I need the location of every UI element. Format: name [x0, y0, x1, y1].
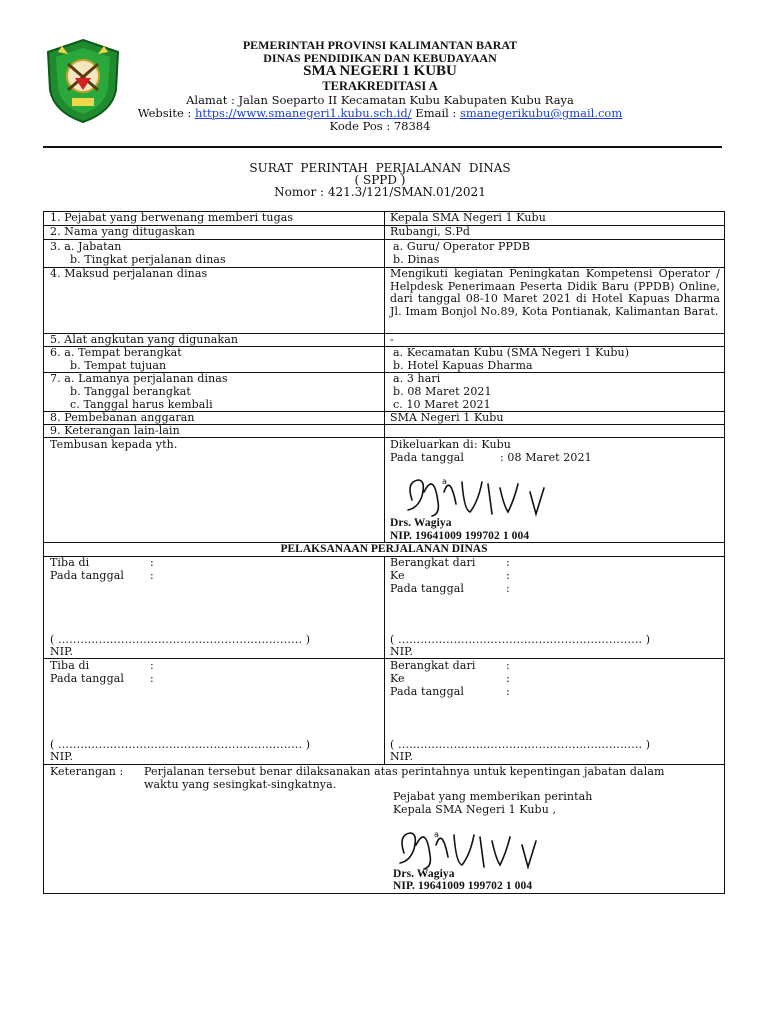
b2-tanggal-colon: :: [150, 672, 154, 685]
svg-text:a: a: [434, 830, 439, 839]
b1-berangkat-colon: :: [506, 556, 510, 569]
row-7a-label: 7. a. Lamanya perjalanan dinas: [50, 372, 228, 385]
row-7b-value: b. 08 Maret 2021: [393, 385, 492, 398]
signature-1: [404, 462, 554, 522]
b2-left-nip: NIP.: [50, 750, 74, 763]
b2-tiba-label: Tiba di: [50, 659, 90, 672]
row-7b-label: b. Tanggal berangkat: [70, 385, 191, 398]
pelaksanaan-heading: PELAKSANAAN PERJALANAN DINAS: [280, 543, 488, 555]
row-1-value: Kepala SMA Negeri 1 Kubu: [390, 211, 546, 224]
official-line2: Kepala SMA Negeri 1 Kubu ,: [393, 803, 557, 816]
row-7c-value: c. 10 Maret 2021: [393, 398, 491, 411]
row-3a-value: a. Guru/ Operator PPDB: [393, 240, 531, 253]
signature-2: [396, 815, 546, 875]
row-7a-value: a. 3 hari: [393, 372, 441, 385]
b1-berangkat-label: Berangkat dari: [390, 556, 476, 569]
b2-berangkat-colon: :: [506, 659, 510, 672]
email-label: Email :: [411, 106, 460, 120]
b1-tanggal-label: Pada tanggal: [50, 569, 124, 582]
row-6b-label: b. Tempat tujuan: [70, 359, 167, 372]
row-4-value: Mengikuti kegiatan Peningkatan Kompetensi Operator / Helpdesk Penerimaan Peserta Didik Baru (PPDB) Online, dari tanggal 08-10 Maret 2021 di Hotel Kapuas Dharma Jl. Imam Bonjol No.89, Kota Pontianak, Kalimantan Barat.: [390, 267, 720, 318]
b1-left-nip: NIP.: [50, 645, 74, 658]
website-label: Website :: [137, 106, 195, 120]
b1-tanggal-colon: :: [150, 569, 154, 582]
doc-title: SURAT PERINTAH PERJALANAN DINAS: [249, 161, 511, 175]
b1-right-signature-line: ( ………………………………………………………… ): [390, 633, 651, 646]
header-line1: PEMERINTAH PROVINSI KALIMANTAN BARAT: [242, 38, 518, 52]
b2-tanggal-label: Pada tanggal: [50, 672, 124, 685]
b1-right-nip: NIP.: [390, 645, 414, 658]
row-3b-label: b. Tingkat perjalanan dinas: [70, 253, 226, 266]
row-5-label: 5. Alat angkutan yang digunakan: [50, 333, 239, 346]
row-4-label: 4. Maksud perjalanan dinas: [50, 267, 208, 280]
issued-place-value: : Kubu: [474, 438, 511, 451]
b2-right-nip: NIP.: [390, 750, 414, 763]
b2-tiba-colon: :: [150, 659, 154, 672]
b1-right-tanggal-label: Pada tanggal: [390, 582, 464, 595]
row-6b-value: b. Hotel Kapuas Dharma: [393, 359, 533, 372]
row-3b-value: b. Dinas: [393, 253, 440, 266]
b2-right-signature-line: ( ………………………………………………………… ): [390, 738, 651, 751]
issued-nip: NIP. 19641009 199702 1 004: [390, 530, 530, 542]
b1-tiba-colon: :: [150, 556, 154, 569]
header-line2: DINAS PENDIDIKAN DAN KEBUDAYAAN: [263, 51, 497, 65]
keterangan-label: Keterangan :: [50, 765, 124, 778]
website-link[interactable]: https://www.smanegeri1.kubu.sch.id/: [194, 106, 412, 120]
row-7c-label: c. Tanggal harus kembali: [70, 398, 213, 411]
official-line1: Pejabat yang memberikan perintah: [393, 790, 593, 803]
email-link[interactable]: smanegerikubu@gmail.com: [460, 106, 623, 120]
b1-ke-colon: :: [506, 569, 510, 582]
b2-right-tanggal-colon: :: [506, 685, 510, 698]
website-email: [110, 106, 650, 120]
svg-text:a: a: [442, 477, 447, 486]
row-3a-label: 3. a. Jabatan: [50, 240, 122, 253]
keterangan-text2: waktu yang sesingkat-singkatnya.: [144, 778, 337, 791]
b2-ke-label: Ke: [390, 672, 405, 685]
doc-subtitle: ( SPPD ): [354, 173, 406, 187]
issued-name: Drs. Wagiya: [390, 517, 452, 529]
row-5-value: -: [390, 333, 394, 346]
row-6a-value: a. Kecamatan Kubu (SMA Negeri 1 Kubu): [393, 346, 630, 359]
row-1-label: 1. Pejabat yang berwenang memberi tugas: [50, 211, 294, 224]
b1-ke-label: Ke: [390, 569, 405, 582]
header-divider: [43, 146, 722, 148]
tembusan-label: Tembusan kepada yth.: [50, 438, 178, 451]
postcode: Kode Pos : 78384: [329, 119, 431, 133]
b1-right-tanggal-colon: :: [506, 582, 510, 595]
accreditation: TERAKREDITASI A: [322, 79, 438, 93]
row-2-label: 2. Nama yang ditugaskan: [50, 225, 195, 238]
issued-place-label: Dikeluarkan di: [390, 438, 474, 451]
b1-tiba-label: Tiba di: [50, 556, 90, 569]
b2-ke-colon: :: [506, 672, 510, 685]
keterangan-text1: Perjalanan tersebut benar dilaksanakan atas perintahnya untuk kepentingan jabatan dalam: [144, 765, 665, 778]
row-9-label: 9. Keterangan lain-lain: [50, 424, 180, 437]
b2-berangkat-label: Berangkat dari: [390, 659, 476, 672]
row-8-label: 8. Pembebanan anggaran: [50, 411, 195, 424]
row-2-value: Rubangi, S.Pd: [390, 225, 470, 238]
school-name: SMA NEGERI 1 KUBU: [303, 63, 457, 79]
issued-date-value: : 08 Maret 2021: [500, 451, 592, 464]
doc-number: Nomor : 421.3/121/SMAN.01/2021: [274, 185, 486, 199]
b2-left-signature-line: ( ………………………………………………………… ): [50, 738, 311, 751]
issued-date-label: Pada tanggal: [390, 451, 464, 464]
b1-left-signature-line: ( ………………………………………………………… ): [50, 633, 311, 646]
row-6a-label: 6. a. Tempat berangkat: [50, 346, 182, 359]
b2-right-tanggal-label: Pada tanggal: [390, 685, 464, 698]
address: Alamat : Jalan Soeparto II Kecamatan Kubu Kabupaten Kubu Raya: [186, 93, 574, 107]
row-8-value: SMA Negeri 1 Kubu: [390, 411, 504, 424]
official-nip: NIP. 19641009 199702 1 004: [393, 880, 533, 892]
official-name: Drs. Wagiya: [393, 868, 455, 880]
